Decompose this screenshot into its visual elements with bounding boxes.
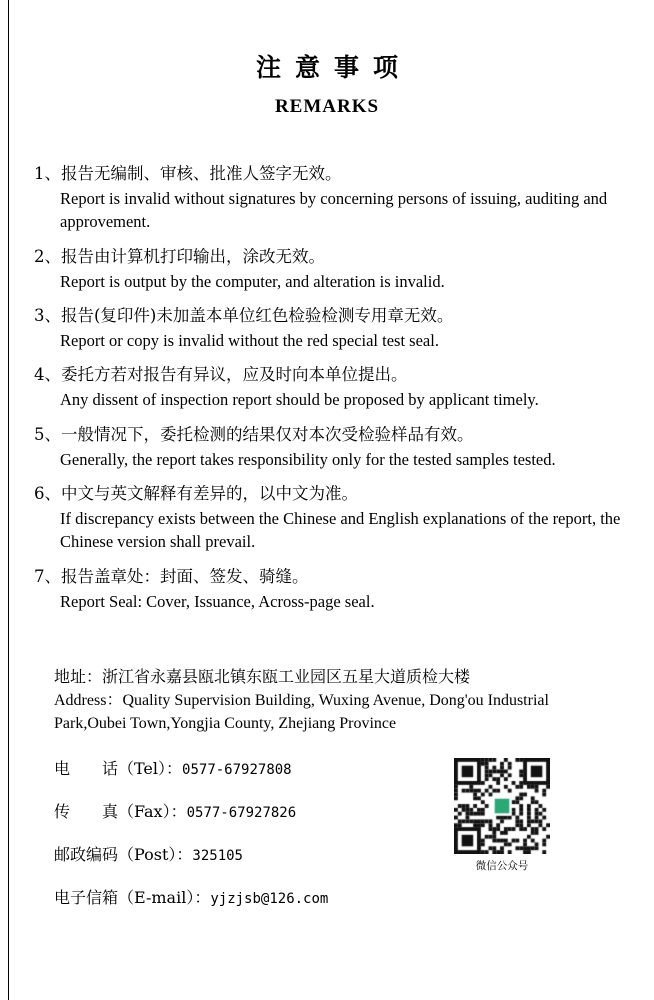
post-value: 325105 — [192, 848, 243, 865]
remark-text-cn: 1、报告无编制、审核、批准人签字无效。 — [34, 164, 342, 183]
remark-item — [34, 565, 624, 613]
remark-text-en: If discrepancy exists between the Chinese and English explanations of the report, the Chinese version shall prevail. — [60, 509, 621, 552]
wechat-qr-block — [450, 758, 554, 873]
remark-text-cn: 4、委托方若对报告有异议，应及时向本单位提出。 — [34, 365, 408, 385]
tel-value: 0577-67927808 — [182, 762, 292, 779]
remark-text-cn: 7、报告盖章处：封面、签发、骑缝。 — [34, 566, 309, 586]
remarks-list — [34, 162, 624, 624]
email-row — [54, 886, 614, 910]
email-label: 电子信箱（E-mail）： — [54, 888, 211, 908]
page-title-cn: 注意事项 — [255, 53, 412, 82]
remark-text-cn: 6、中文与英文解释有差异的，以中文为准。 — [34, 484, 358, 504]
remark-text-en: Any dissent of inspection report should be proposed by applicant timely. — [60, 390, 539, 410]
remark-text-en: Generally, the report takes responsibility only for the tested samples tested. — [60, 449, 556, 469]
page-left-border — [8, 0, 9, 1000]
remark-text-cn: 5、一般情况下，委托检测的结果仅对本次受检验样品有效。 — [34, 424, 474, 444]
remark-item — [34, 482, 624, 554]
remark-text-en: Report is invalid without signatures by concerning persons of issuing, auditing and approvement. — [60, 188, 608, 232]
fax-value: 0577-67927826 — [186, 805, 297, 822]
remark-text-cn: 2、报告由计算机打印输出，涂改无效。 — [34, 246, 325, 266]
qr-code-image — [454, 758, 550, 854]
address-en: Address：Quality Supervision Building, Wuxing Avenue, Dong'ou Industrial Park,Oubei Town,Yongjia County, Zhejiang Province — [54, 692, 549, 733]
email-value: yjzjsb@126.com — [210, 891, 329, 908]
remark-item — [34, 245, 624, 293]
fax-label: 传 真（Fax）： — [54, 802, 187, 822]
post-label: 邮政编码（Post）： — [54, 845, 193, 865]
address-block — [54, 665, 614, 735]
remark-text-en: Report or copy is invalid without the red special test seal. — [60, 331, 439, 351]
remark-text-en: Report Seal: Cover, Issuance, Across-page seal. — [60, 591, 375, 611]
remark-text-en: Report is output by the computer, and alteration is invalid. — [60, 271, 445, 291]
address-cn: 地址：浙江省永嘉县瓯北镇东瓯工业园区五星大道质检大楼 — [54, 667, 471, 686]
remark-item — [34, 304, 624, 352]
remark-item — [34, 363, 624, 411]
tel-label: 电 话（Tel）： — [54, 759, 183, 779]
qr-caption: 微信公众号 — [475, 860, 529, 872]
remark-text-cn: 3、报告(复印件)未加盖本单位红色检验检测专用章无效。 — [34, 306, 454, 326]
remark-item — [34, 162, 624, 234]
page-title-en: REMARKS — [274, 96, 380, 117]
remark-item — [34, 423, 624, 471]
